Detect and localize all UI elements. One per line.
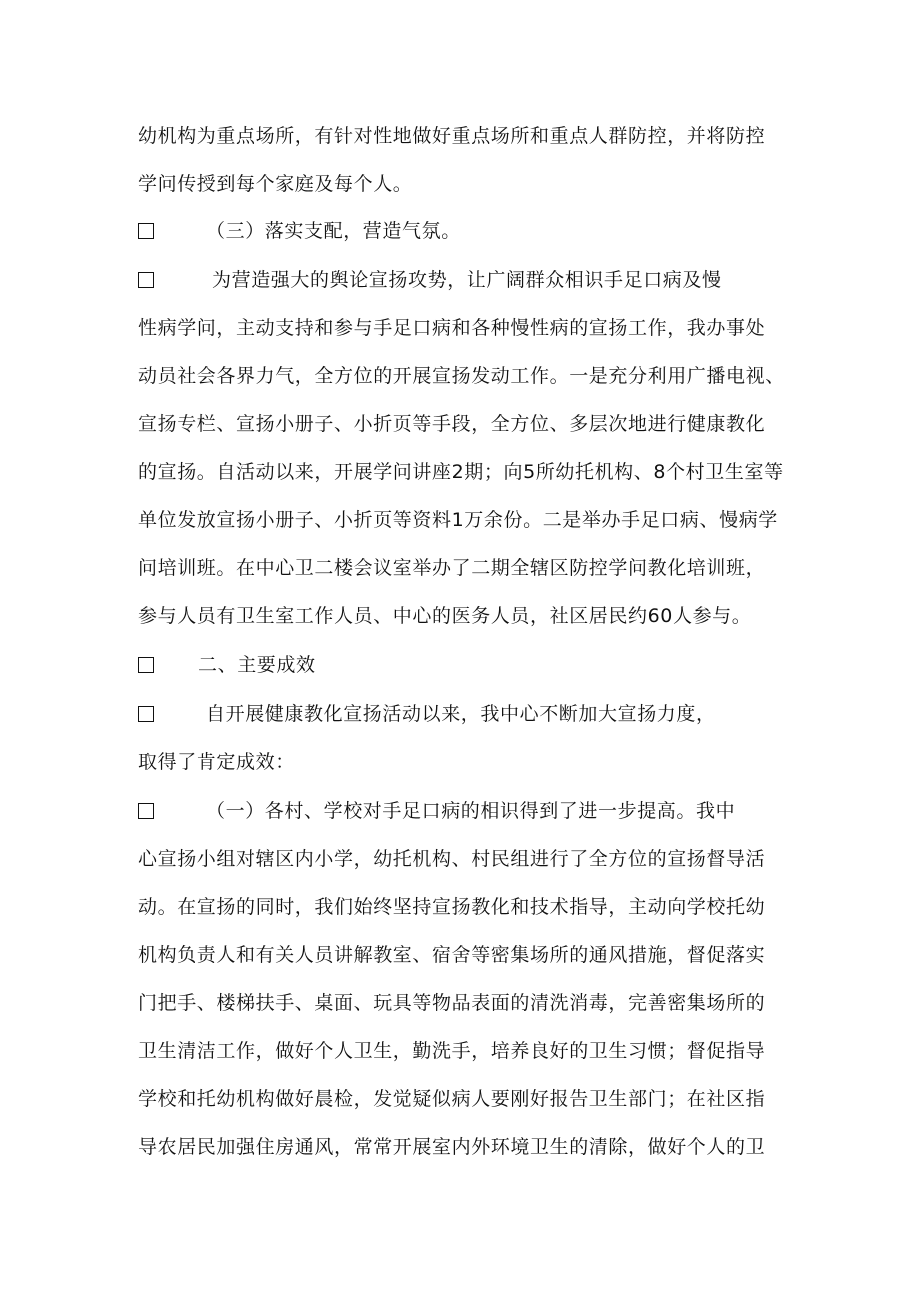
text-line: 为营造强大的舆论宣扬攻势，让广阔群众相识手足口病及慢 bbox=[212, 269, 722, 291]
text-line: 性病学问，主动支持和参与手足口病和各种慢性病的宣扬工作，我办事处 bbox=[138, 317, 766, 339]
text-line: 学问传授到每个家庭及每个人。 bbox=[138, 173, 413, 195]
text-line: 卫生清洁工作，做好个人卫生，勤洗手，培养良好的卫生习惯；督促指导 bbox=[138, 1040, 766, 1062]
text-line: 自开展健康教化宣扬活动以来，我中心不断加大宣扬力度， bbox=[206, 703, 716, 725]
checkbox[interactable] bbox=[138, 223, 154, 239]
text-line: 动员社会各界力气，全方位的开展宣扬发动工作。一是充分利用广播电视、 bbox=[138, 365, 785, 387]
checkbox[interactable] bbox=[138, 657, 154, 673]
text-line: 心宣扬小组对辖区内小学，幼托机构、村民组进行了全方位的宣扬督导活 bbox=[138, 848, 766, 870]
text-line: 宣扬专栏、宣扬小册子、小折页等手段，全方位、多层次地进行健康教化 bbox=[138, 413, 766, 435]
text-line: 取得了肯定成效： bbox=[138, 751, 295, 773]
checkbox[interactable] bbox=[138, 272, 154, 288]
text-line: 问培训班。在中心卫二楼会议室举办了二期全辖区防控学问教化培训班， bbox=[138, 557, 766, 579]
checkbox[interactable] bbox=[138, 706, 154, 722]
text-line: 幼机构为重点场所，有针对性地做好重点场所和重点人群防控，并将防控 bbox=[138, 125, 766, 147]
text-line: 机构负责人和有关人员讲解教室、宿舍等密集场所的通风措施，督促落实 bbox=[138, 944, 766, 966]
checkbox[interactable] bbox=[138, 803, 154, 819]
text-line: 参与人员有卫生室工作人员、中心的医务人员，社区居民约60人参与。 bbox=[138, 605, 752, 627]
text-line: 门把手、楼梯扶手、桌面、玩具等物品表面的清洗消毒，完善密集场所的 bbox=[138, 992, 766, 1014]
section-heading: （三）落实支配，营造气氛。 bbox=[206, 220, 461, 242]
text-line: 学校和托幼机构做好晨检，发觉疑似病人要刚好报告卫生部门；在社区指 bbox=[138, 1088, 766, 1110]
text-line: 动。在宣扬的同时，我们始终坚持宣扬教化和技术指导，主动向学校托幼 bbox=[138, 896, 766, 918]
section-heading: （一）各村、学校对手足口病的相识得到了进一步提高。我中 bbox=[206, 800, 736, 822]
text-line: 导农居民加强住房通风，常常开展室内外环境卫生的清除，做好个人的卫 bbox=[138, 1136, 766, 1158]
section-heading: 二、主要成效 bbox=[198, 654, 316, 676]
text-line: 的宣扬。自活动以来，开展学问讲座2期；向5所幼托机构、8个村卫生室等 bbox=[138, 461, 784, 483]
text-line: 单位发放宣扬小册子、小折页等资料1万余份。二是举办手足口病、慢病学 bbox=[138, 509, 778, 531]
